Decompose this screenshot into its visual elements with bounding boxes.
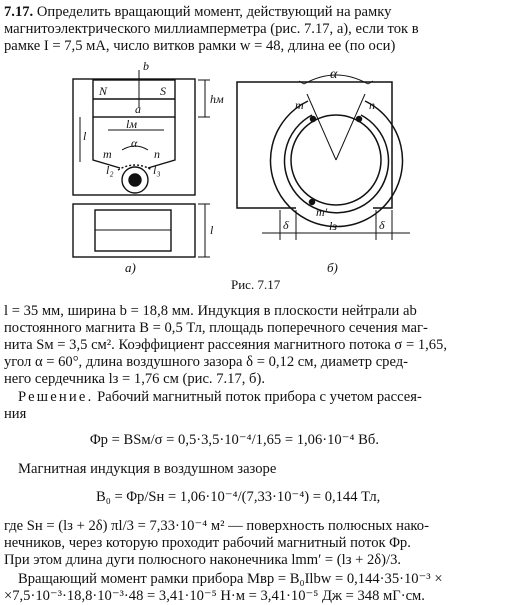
label-m-b: m [295,98,304,112]
solution-text: Рабочий магнитный поток прибора с учетом рассея- [97,389,422,405]
body-line-4: угол α = 60°, длина воздушного зазора δ = 0,12 см, диаметр сред- [4,354,409,370]
label-m-prime: m′ [316,205,328,219]
problem-line-3: рамке I = 7,5 мА, число витков рамки w = 48, длина ее (по оси) [4,38,396,54]
problem-line-1 [4,4,391,20]
label-l2: l₂ [106,163,114,177]
torque-line-2: ×7,5·10⁻³·18,8·10⁻³·48 = 3,41·10⁻⁵ Н·м = 3,41·10⁻⁵ Дж = 348 мГ·см. [4,588,425,604]
where-line-1: где Sн = (lз + 2δ) πl/3 = 7,33·10⁻⁴ м² — поверхность полюсных нако- [4,518,429,534]
pole-arc-inner [285,115,389,213]
label-delta-left: δ [283,218,289,232]
label-delta-right: δ [379,218,385,232]
solution-heading: Решение. [18,389,94,405]
figure-b-labels [283,67,385,233]
label-l: l [83,129,87,143]
figure-7-17 [0,55,527,300]
solution-line-2: ния [4,406,27,422]
label-a: a [135,102,141,116]
label-l-bottom: l [210,223,214,237]
problem-number: 7.17. [4,4,34,20]
solution-line-1 [18,389,422,405]
formula-induction: B₀ = Φр/Sн = 1,06·10⁻⁴/(7,33·10⁻⁴) = 0,144 Тл, [96,489,381,505]
label-alpha-a: α [131,136,138,150]
body-line-1: l = 35 мм, ширина b = 18,8 мм. Индукция в плоскости нейтрали ab [4,303,417,319]
figure-label-b: б) [327,260,338,275]
induction-intro: Магнитная индукция в воздушном зазоре [18,461,277,477]
label-l3-a: l₃ [153,163,161,177]
label-S: S [160,84,166,98]
label-hm: hм [210,92,224,106]
label-n-a: n [154,147,160,161]
label-b: b [143,59,149,73]
body-line-2: постоянного магнита B = 0,5 Тл, площадь поперечного сечения маг- [4,320,428,336]
figure-caption: Рис. 7.17 [231,277,281,292]
pole-piece-right [148,117,175,168]
body-line-3: нита Sм = 3,5 см². Коэффициент рассеяния магнитного потока σ = 1,65, [4,337,448,353]
label-n-b: n [369,98,375,112]
where-line-2: нечников, через которую проходит рабочий магнитный поток Φр. [4,535,411,551]
label-m-a: m [103,147,112,161]
body-line-5: него сердечника lз = 1,76 см (рис. 7.17, б). [4,371,265,387]
label-lm: lм [126,117,137,131]
problem-line-2: магнитоэлектрического миллиамперметра (рис. 7.17, а), если ток в [4,21,419,37]
formula-flux: Φр = BSм/σ = 0,5·3,5·10⁻⁴/1,65 = 1,06·10⁻⁴ Вб. [90,432,379,448]
where-line-3: При этом длина дуги полюсного наконечника lmm′ = (lз + 2δ)/3. [4,552,402,568]
label-alpha-b: α [330,67,338,82]
pole-arc-outer [271,101,403,227]
label-l3-b: lз [329,219,338,233]
problem-text-1: Определить вращающий момент, действующий на рамку [36,4,392,20]
figure-a-drawing [73,70,210,257]
figure-label-a: а) [125,260,136,275]
torque-line-1: Вращающий момент рамки прибора Mвр = B₀Ilbw = 0,144·35·10⁻³ × [18,571,443,587]
label-N: N [99,84,108,98]
